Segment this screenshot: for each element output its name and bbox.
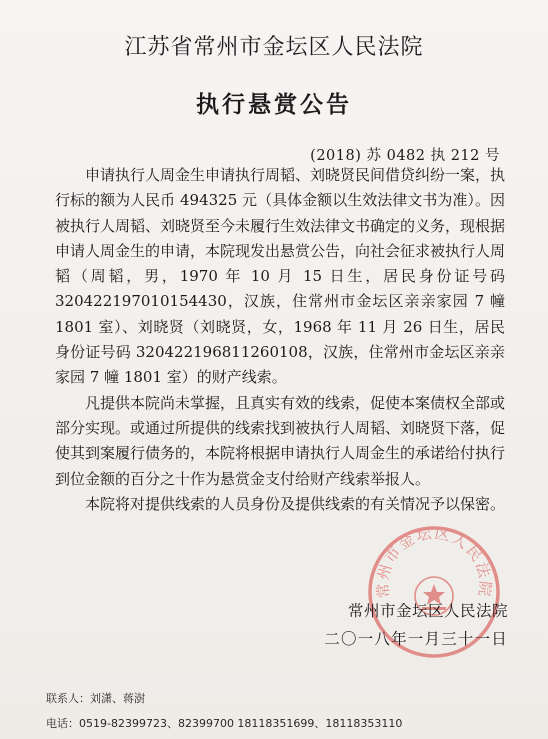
paragraph-confidentiality: 本院将对提供线索的人员身份及提供线索的有关情况予以保密。 [85, 494, 506, 513]
contact-phones: 电话：0519-82399723、82399700 18118351699、18118353110 [46, 717, 403, 730]
signature-block [324, 597, 508, 653]
paragraph-reward-terms: 凡提供本院尚未掌握，且真实有效的线索，促使本案债权全部或部分实现。或通过所提供的线索找到被执行人周韬、刘晓贤下落，促使其到案履行债务的，本院将根据申请执行人周金生的承诺给付执行到位金额的百分之十作为悬赏金支付给财产线索举报人。 [55, 393, 506, 488]
contact-persons: 联系人：刘潇、蒋澍 [46, 692, 145, 705]
document-title: 执行悬赏公告 [196, 91, 352, 118]
paragraph-case-details: 申请执行人周金生申请执行周韬、刘晓贤民间借贷纠纷一案，执行标的额为人民币 494325 元（具体金额以生效法律文书为准）。因被执行人周韬、刘晓贤至今未履行生效法律文书确定的义务，现根据申请人周金生的申请，本院现发出悬赏公告，向社会征求被执行人周韬（周韬，男，1970 年 10 月 15 日生，居民身份证号码 320422197010154430，汉族，住常州市金坛区亲亲家园 7 幢 1801 室）、刘晓贤（刘晓贤，女，1968 年 11 月 26 日生，居民身份证号码 320422196811260108，汉族，住常州市金坛区亲亲家园 7 幢 1801 室）的财产线索。 [55, 166, 506, 387]
notice-body [55, 163, 505, 517]
seal-arc-text: 常州市金坛区人民法院 [373, 524, 495, 599]
court-name-heading: 江苏省常州市金坛区人民法院 [124, 35, 424, 60]
case-number: (2018) 苏 0482 执 212 号 [310, 148, 500, 164]
signing-court: 常州市金坛区人民法院 [347, 602, 508, 620]
signing-date: 二〇一八年一月三十一日 [324, 630, 508, 648]
